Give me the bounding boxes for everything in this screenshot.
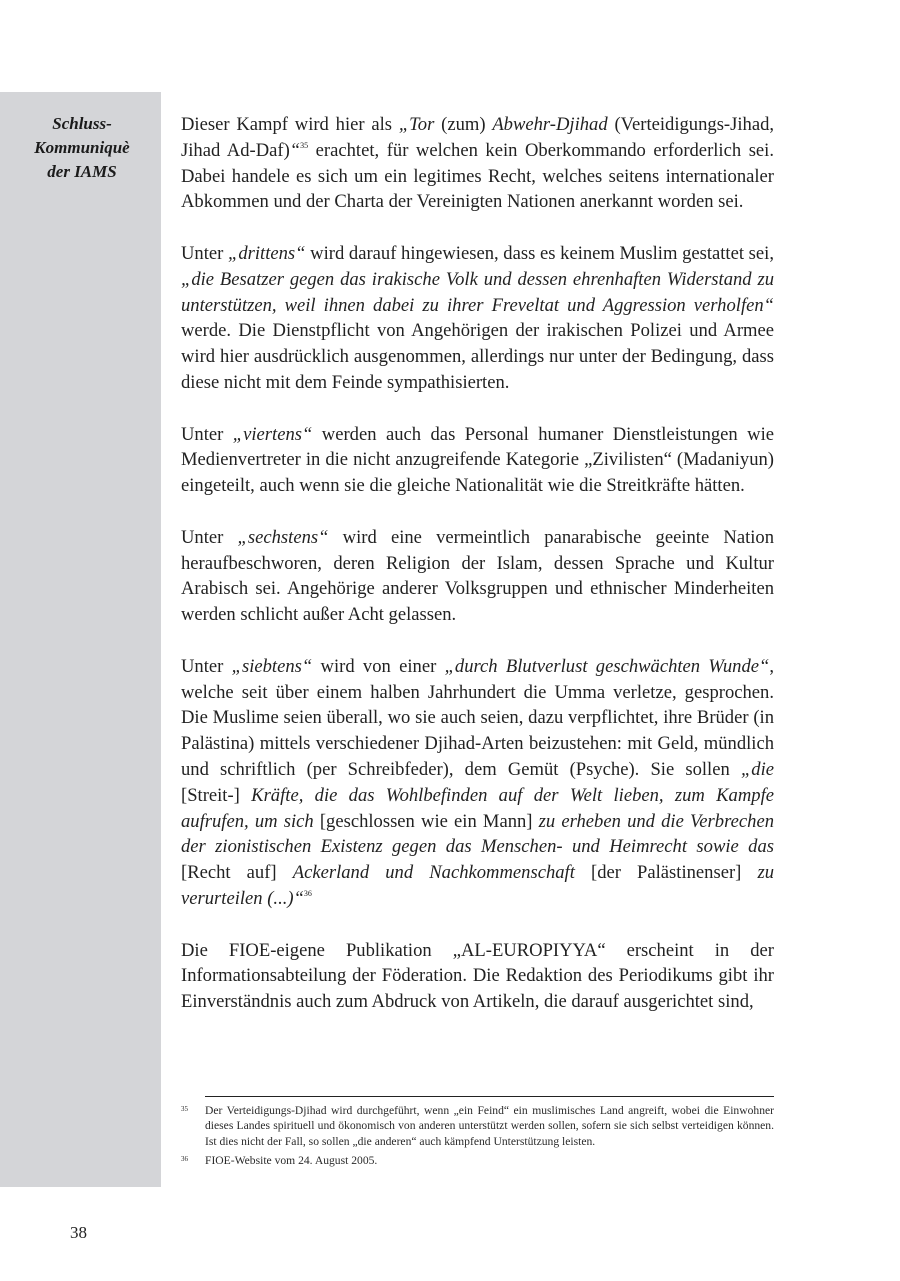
text-run-italic: „viertens“ bbox=[232, 423, 313, 445]
text-run: Dieser Kampf wird hier als bbox=[181, 114, 399, 135]
footnotes bbox=[181, 1103, 774, 1173]
text-run: Unter bbox=[181, 242, 228, 264]
text-run: wird von einer bbox=[312, 655, 445, 677]
text-run-italic: Kräfte, die das Wohlbefinden auf der Welt lieben, zum Kampfe aufrufen, um sich bbox=[181, 784, 774, 832]
footnote-number: 35 bbox=[181, 1105, 188, 1113]
footnote-35 bbox=[181, 1103, 774, 1149]
footnote-divider bbox=[205, 1096, 774, 1097]
paragraph-5 bbox=[181, 654, 774, 912]
text-run: Unter bbox=[181, 526, 238, 548]
text-run: (zum) bbox=[441, 114, 493, 135]
paragraph-1 bbox=[181, 112, 774, 215]
text-run-italic: zu verurteilen (...) bbox=[181, 862, 775, 909]
footnote-ref-36[interactable]: 36 bbox=[303, 888, 312, 898]
text-run-italic: „die bbox=[740, 758, 774, 780]
marginal-heading-line-1: Schluss- bbox=[52, 114, 112, 133]
text-run: Die FIOE-eigene Publikation „AL-EUROPIYYA“ erscheint in der Informationsabteilung der Föderation. Die Redaktion des Periodikums gibt ihr Einverständnis auch zum Abdruck von Artikeln, die darauf ausgerichtet sind, bbox=[181, 939, 774, 1013]
footnote-text: Der Verteidigungs-Djihad wird durchgeführt, wenn „ein Feind“ ein muslimisches Land angreift, wobei die Einwohner dieses Landes spirituell und ökonomisch von anderen unterstützt werden sollen, sofern sie sich selbst verteidigen können. Ist dies nicht der Fall, so sollen „die anderen“ auch kämpfend Unterstützung leisten. bbox=[205, 1104, 774, 1148]
text-run-italic: „die Besatzer gegen das irakische Volk und dessen ehrenhaften Widerstand zu unterstützen, weil ihnen dabei zu ihrer Freveltat und Aggression verholfen“ bbox=[181, 268, 774, 316]
footnote-number: 36 bbox=[181, 1155, 188, 1164]
footnote-text: FIOE-Website vom 24. August 2005. bbox=[205, 1154, 378, 1168]
text-run: erachtet, für welchen kein Oberkommando erforderlich sei. Dabei handele es sich um ein legitimes Recht, welches seitens internationaler Abkommen und der Charta der Vereinigten Nationen anerkannt worden sei. bbox=[181, 139, 774, 213]
text-run: [Recht auf] bbox=[181, 862, 293, 884]
footnote-36 bbox=[181, 1153, 774, 1168]
text-run-italic: „sechstens“ bbox=[237, 526, 329, 548]
text-run: wird darauf hingewiesen, dass es keinem Muslim gestattet sei, bbox=[305, 242, 774, 264]
text-run-italic: Abwehr-Djihad bbox=[492, 114, 615, 135]
text-run: [der Palästinenser] bbox=[591, 862, 758, 884]
text-run: werden auch das Personal humaner Dienstleistungen wie Medienvertreter in die nicht anzugreifende Kategorie „Zivilisten“ (Madaniyun) eingeteilt, auch wenn sie die gleiche Nationalität wie die Streitkräfte hätten. bbox=[181, 423, 775, 497]
paragraph-4 bbox=[181, 525, 774, 628]
text-run-italic: Ackerland und Nachkommenschaft bbox=[292, 862, 591, 884]
marginal-heading bbox=[12, 112, 152, 184]
text-run: [geschlossen wie ein Mann] bbox=[319, 810, 539, 832]
paragraph-3 bbox=[181, 422, 774, 499]
text-run-italic: „durch Blutverlust geschwächten Wunde“ bbox=[444, 655, 770, 677]
marginal-heading-line-2: Kommuniquè bbox=[34, 138, 130, 157]
page-number: 38 bbox=[70, 1223, 87, 1242]
margin-band bbox=[0, 92, 161, 1187]
body-text bbox=[181, 112, 774, 1015]
paragraph-6 bbox=[181, 938, 774, 1015]
text-run-italic: “ bbox=[289, 139, 301, 161]
text-run: [Streit-] bbox=[181, 784, 252, 806]
text-run-italic: “ bbox=[293, 887, 304, 909]
paragraph-2 bbox=[181, 241, 774, 396]
text-run-italic: „siebtens“ bbox=[231, 655, 313, 677]
text-run: Unter bbox=[181, 423, 233, 445]
text-run: werde. Die Dienstpflicht von Angehörigen der irakischen Polizei und Armee wird hier ausdrücklich ausgenommen, allerdings nur unter der Bedingung, dass diese nicht mit dem Feinde sympathisierten. bbox=[181, 320, 774, 393]
text-run: (Verteidigungs-Jihad, Jihad Ad-Daf) bbox=[181, 114, 775, 161]
footnote-ref-35[interactable]: 35 bbox=[300, 140, 309, 150]
text-run-italic: „Tor bbox=[398, 114, 442, 135]
text-run: Unter bbox=[181, 655, 232, 677]
text-run-italic: zu erheben und die Verbrechen der zionistischen Existenz gegen das Menschen- und Heimrecht sowie das bbox=[181, 810, 774, 858]
text-run: , welche seit über einem halben Jahrhundert die Umma verletze, gesprochen. Die Muslime seien überall, wo sie auch seien, dazu verpflichtet, ihre Brüder (in Palästina) mittels verschiedener Djihad-Arten beizustehen: mit Geld, mündlich und schriftlich (per Schreibfeder), dem Gemüt (Psyche). Sie sollen bbox=[181, 655, 774, 780]
text-run: wird eine vermeintlich panarabische geeinte Nation heraufbeschworen, deren Religion der Islam, dessen Sprache und Kultur Arabisch sei. Angehörige anderer Volksgruppen und ethnischer Minderheiten werden schlicht außer Acht gelassen. bbox=[181, 526, 775, 626]
text-run-italic: „drittens“ bbox=[228, 242, 306, 264]
marginal-heading-line-3: der IAMS bbox=[47, 162, 117, 181]
